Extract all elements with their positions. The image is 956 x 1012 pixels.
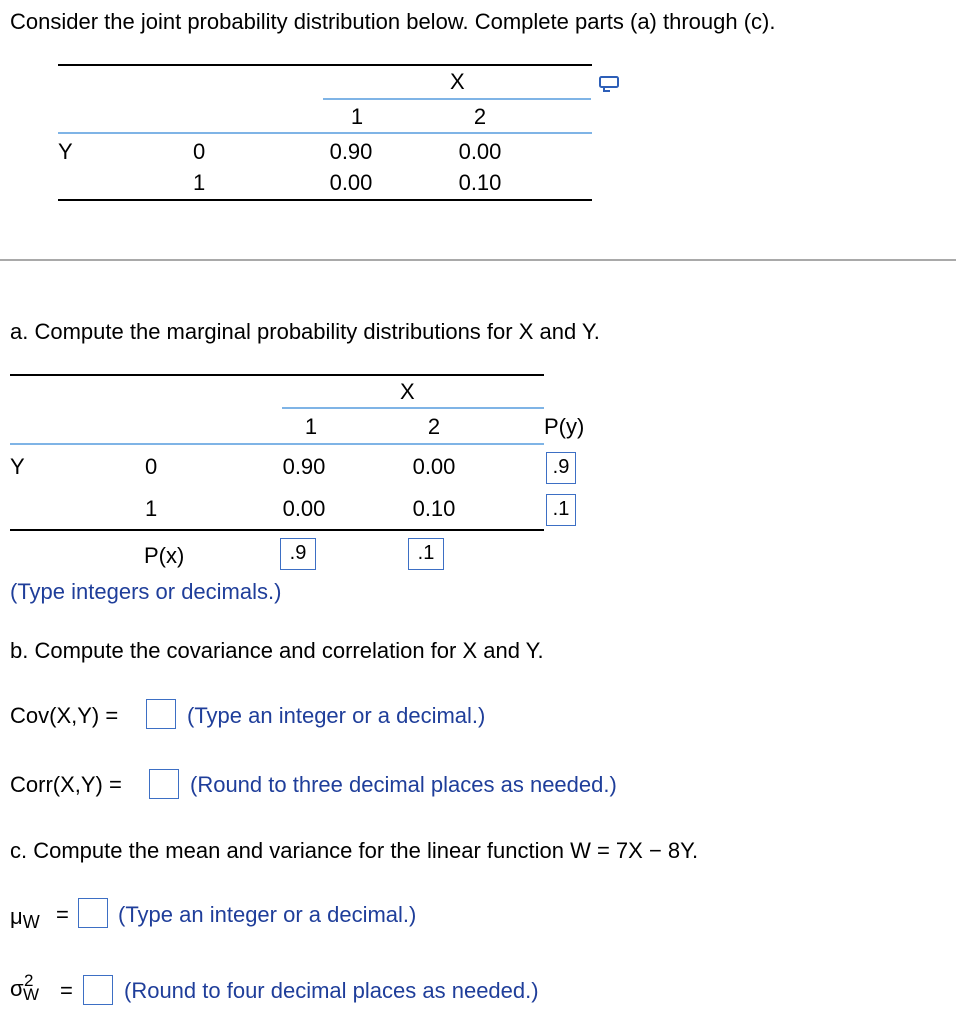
y-value: 1 xyxy=(145,496,158,521)
table-top-rule xyxy=(58,64,592,66)
x-header-rule xyxy=(282,407,544,409)
x-value: 1 xyxy=(304,414,318,439)
sigma-equals: = xyxy=(60,978,73,1003)
mu-equals: = xyxy=(56,902,69,927)
table-cell: 0.00 xyxy=(282,496,326,521)
y-value: 0 xyxy=(145,454,158,479)
sigma-subscript: W xyxy=(23,985,40,1004)
py-input[interactable]: .1 xyxy=(546,494,576,526)
x-header: X xyxy=(400,379,415,404)
part-a-hint: (Type integers or decimals.) xyxy=(10,579,282,604)
cov-hint: (Type an integer or a decimal.) xyxy=(187,703,486,728)
table-top-rule xyxy=(10,374,544,376)
copy-icon[interactable] xyxy=(597,74,623,94)
part-a-prompt: a. Compute the marginal probability distributions for X and Y. xyxy=(10,319,600,344)
column-header-rule xyxy=(58,132,592,134)
px-label: P(x) xyxy=(144,543,185,568)
px-input[interactable]: .1 xyxy=(408,538,444,570)
corr-hint: (Round to three decimal places as needed.) xyxy=(190,772,617,797)
py-input[interactable]: .9 xyxy=(546,452,576,484)
x-value: 2 xyxy=(473,104,487,129)
sigma-input[interactable] xyxy=(83,975,113,1005)
intro-text: Consider the joint probability distribution below. Complete parts (a) through (c). xyxy=(10,9,776,34)
mu-symbol: μ xyxy=(10,904,23,929)
mu-subscript: W xyxy=(22,912,40,932)
table-cell: 0.00 xyxy=(458,139,502,164)
x-value: 2 xyxy=(427,414,441,439)
table-cell: 0.10 xyxy=(412,496,456,521)
table-cell: 0.00 xyxy=(412,454,456,479)
part-c-prompt: c. Compute the mean and variance for the linear function W = 7X − 8Y. xyxy=(10,838,699,863)
table-cell: 0.00 xyxy=(329,170,373,195)
corr-input[interactable] xyxy=(149,769,179,799)
y-header: Y xyxy=(10,454,25,479)
table-bottom-rule xyxy=(58,199,592,201)
cov-label: Cov(X,Y) = xyxy=(10,703,119,728)
px-input[interactable]: .9 xyxy=(280,538,316,570)
sigma-hint: (Round to four decimal places as needed.) xyxy=(124,978,539,1003)
mu-hint: (Type an integer or a decimal.) xyxy=(118,902,417,927)
y-value: 0 xyxy=(193,139,206,164)
py-header: P(y) xyxy=(544,414,585,439)
section-divider xyxy=(0,259,956,261)
mu-input[interactable] xyxy=(78,898,108,928)
sigma-label xyxy=(10,972,50,1008)
x-header-rule xyxy=(323,98,591,100)
table-cell: 0.90 xyxy=(329,139,373,164)
y-value: 1 xyxy=(193,170,206,195)
x-value: 1 xyxy=(350,104,364,129)
y-header: Y xyxy=(58,139,73,164)
sigma-superscript: 2 xyxy=(24,971,34,990)
column-header-rule xyxy=(10,443,544,445)
table-bottom-rule xyxy=(10,529,544,531)
table-cell: 0.10 xyxy=(458,170,502,195)
sigma-symbol: σ xyxy=(10,976,24,1001)
mu-label xyxy=(10,904,40,932)
cov-input[interactable] xyxy=(146,699,176,729)
x-header: X xyxy=(450,69,465,94)
table-cell: 0.90 xyxy=(282,454,326,479)
corr-label: Corr(X,Y) = xyxy=(10,772,122,797)
part-b-prompt: b. Compute the covariance and correlation for X and Y. xyxy=(10,638,544,663)
